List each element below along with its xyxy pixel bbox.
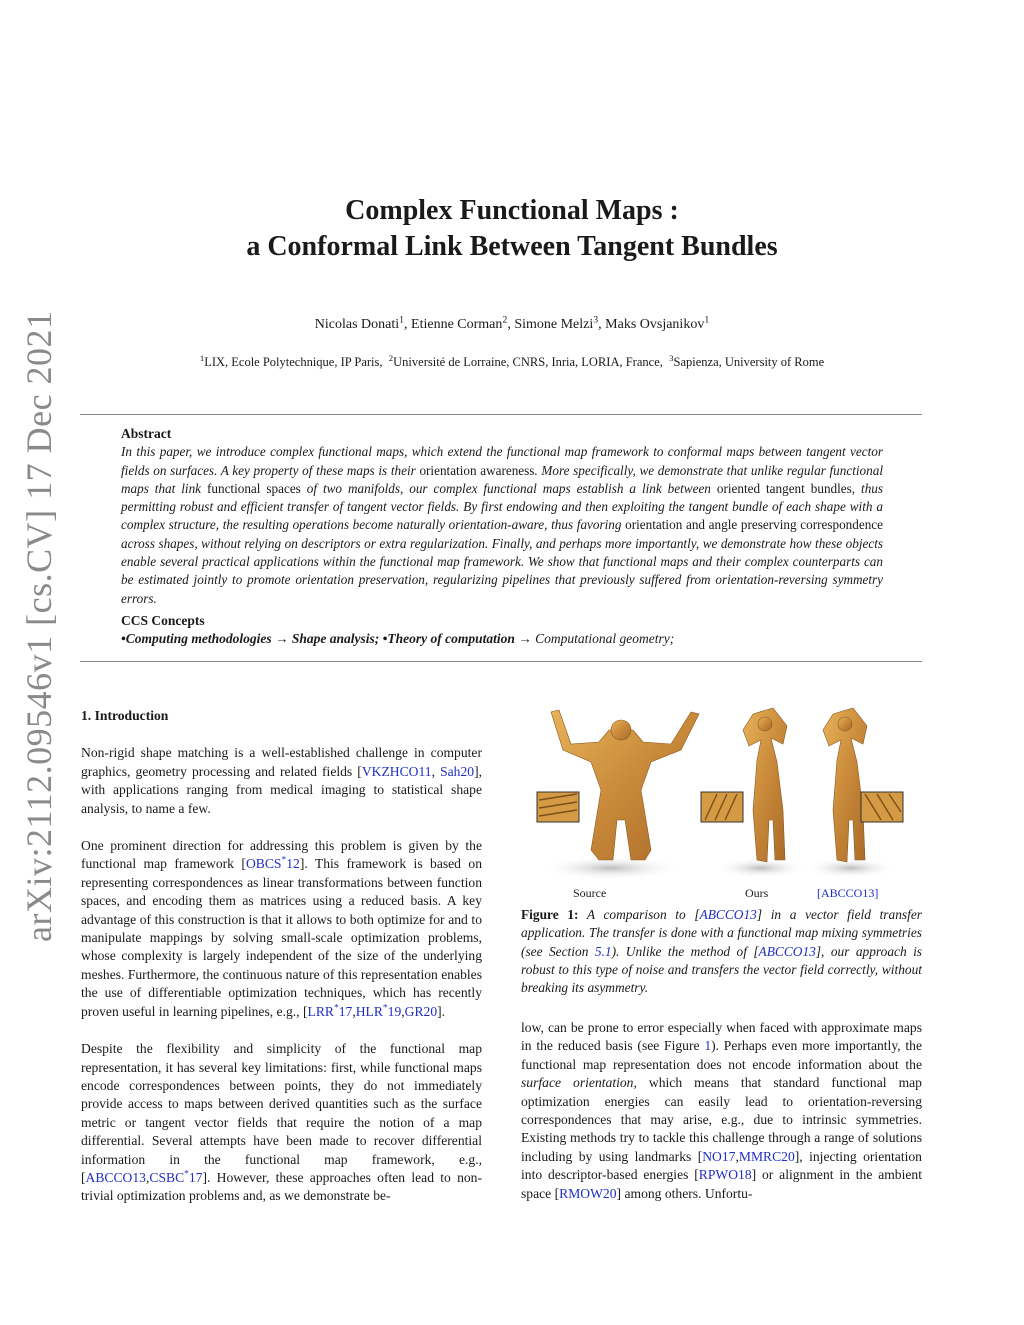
citation-link[interactable]: GR20	[404, 1003, 438, 1019]
citation-link[interactable]: RPWO18	[698, 1167, 752, 1183]
author-list: Nicolas Donati$^1$, Etienne Corman$^2$, Simone Melzi$^3$, Maks Ovsjanikov$^1$	[314, 314, 710, 332]
author-name: Nicolas Donati	[314, 317, 400, 332]
author-name: Simone Melzi	[514, 317, 594, 332]
section-heading: 1. Introduction	[81, 708, 169, 723]
affil-text: Sapienza, University of Rome	[673, 355, 825, 369]
arxiv-stamp: arXiv:2112.09546v1 [cs.CV] 17 Dec 2021	[19, 310, 59, 942]
citation-link[interactable]: RMOW20	[559, 1185, 617, 1201]
citation-link[interactable]: ABCCO13	[85, 1169, 146, 1185]
bottom-rule	[80, 661, 922, 662]
left-column	[81, 707, 482, 1225]
citation-link[interactable]: MMRC20	[738, 1148, 795, 1164]
title-line-1: Complex Functional Maps :	[345, 195, 679, 226]
top-rule	[80, 414, 922, 415]
citation-link[interactable]: ABCCO13	[758, 943, 816, 959]
citation-link[interactable]: CSBC*17	[149, 1169, 203, 1185]
abstract-heading: Abstract	[121, 426, 172, 441]
paper-title	[0, 193, 1024, 265]
author-name: Etienne Corman	[411, 317, 503, 332]
reference-shape	[823, 708, 867, 862]
affil-sup: 2	[388, 352, 394, 363]
author-sup: 3	[593, 314, 599, 326]
citation-link[interactable]: VKZHCO11	[361, 763, 432, 779]
author-sup: 2	[502, 314, 508, 326]
figure-label-source: Source	[573, 886, 607, 900]
affiliations	[0, 352, 1024, 370]
abstract-body: In this paper, we introduce complex functional maps, which extend the functional map framework to conformal maps between tangent vector fields on surfaces. A key property of these maps is their orientation awareness. More specifically, we demonstrate that unlike regular functional maps that link functional spaces of two manifolds, our complex functional maps establish a link between oriented tangent bundles, thus permitting robust and efficient transfer of tangent vector fields. By first endowing and then exploiting the tangent bundle of each shape with a complex structure, the resulting operations become naturally orientation-aware, thus favoring orientation and angle preserving correspondence across shapes, without relying on descriptors or extra regularization. Finally, and perhaps more importantly, we demonstrate how these objects enable several practical applications within the functional map framework. We show that functional maps and their complex counterparts can be estimated jointly to promote orientation preservation, regularizing pipelines that previously suffered from orientation-reversing symmetry errors.	[121, 444, 884, 606]
figure-link[interactable]: 1	[704, 1038, 712, 1054]
citation-link[interactable]: HLR*19	[355, 1003, 402, 1019]
source-shape	[551, 710, 699, 860]
title-line-2: a Conformal Link Between Tangent Bundles	[246, 231, 778, 262]
citation-link[interactable]: Sah20	[440, 763, 475, 779]
ours-shape	[743, 708, 787, 862]
citation-link[interactable]: LRR*17	[307, 1003, 353, 1019]
affil-text: Université de Lorraine, CNRS, Inria, LORIA, France,	[393, 355, 663, 369]
affil-sup: 1	[199, 352, 205, 363]
intro-paragraph-3: Despite the flexibility and simplicity of the functional map representation, it has several key limitations: first, while functional maps encode correspondences between points, they do not immediately provide access to maps between derived quantities such as the surface metric or tangent vector fields that require the notion of a map differential. Several attempts have been made to recover differential information in the functional map framework, e.g., [ABCCO13,CSBC*17]. However, these approaches often lead to non-trivial optimization problems and, as we demonstrate be-	[81, 1041, 482, 1204]
affil-sup: 3	[669, 352, 674, 363]
citation-link[interactable]: ABCCO13	[699, 907, 757, 922]
intro-paragraph-2: One prominent direction for addressing this problem is given by the functional map framework [OBCS*12]. This framework is based on representing correspondences as linear transformations between function spaces, and encoding them as matrices using a reduced basis. A key advantage of this construction is that it allows to both optimize for and to manipulate mappings by solving small-scale optimization problems, whose complexity is largely independent of the size of the underlying meshes. Furthermore, the continuous nature of this representation enables the use of differentiable optimization techniques, which has recently proven useful in learning pipelines, e.g., [LRR*17,HLR*19,GR20].	[81, 838, 482, 1019]
figure-1	[521, 700, 922, 910]
author-sup: 1	[399, 314, 405, 326]
affil-text: LIX, Ecole Polytechnique, IP Paris,	[204, 355, 383, 369]
citation-link[interactable]: OBCS*12	[245, 855, 300, 872]
author-name: Maks Ovsjanikov	[605, 317, 705, 332]
author-sup: 1	[704, 314, 710, 326]
right-column-text: low, can be prone to error especially when faced with approximate maps in the reduced basis (see Figure 1). Perhaps even more importantly, the functional map representation does not encode information about the surface orientation, which means that standard functional map optimization energies can easily lead to orientation-reversing correspondences that may arise, e.g., due to intrinsic symmetries. Existing methods try to tackle this challenge through a range of solutions including by using landmarks [NO17,MMRC20], injecting orientation into descriptor-based energies [RPWO18] or alignment in the ambient space [RMOW20] among others. Unfortu-	[521, 1020, 922, 1201]
citation-link[interactable]: NO17	[702, 1148, 736, 1164]
figure-1-illustration	[521, 700, 922, 910]
figure-caption: Figure 1: A comparison to [ABCCO13] in a vector field transfer application. The transfer is done with a functional map mixing symmetries (see Section 5.1). Unlike the method of [ABCCO13], our approach is robust to this type of noise and transfers the vector field correctly, without breaking its asymmetry.	[521, 907, 923, 996]
intro-paragraph-1: Non-rigid shape matching is a well-established challenge in computer graphics, geometry processing and related fields [VKZHCO11, Sah20], with applications ranging from medical imaging to statistical shape analysis, to name a few.	[81, 745, 482, 816]
section-link[interactable]: 5.1	[594, 943, 612, 959]
ccs-items: •Computing methodologies → Shape analysis; •Theory of computation → Computational geometry;	[121, 631, 675, 646]
figure-label-ours: Ours	[745, 886, 769, 900]
figure-label-reference[interactable]: [ABCCO13]	[817, 886, 879, 900]
abstract	[121, 425, 883, 608]
ccs-concepts	[121, 612, 883, 648]
ccs-heading: CCS Concepts	[121, 613, 205, 628]
